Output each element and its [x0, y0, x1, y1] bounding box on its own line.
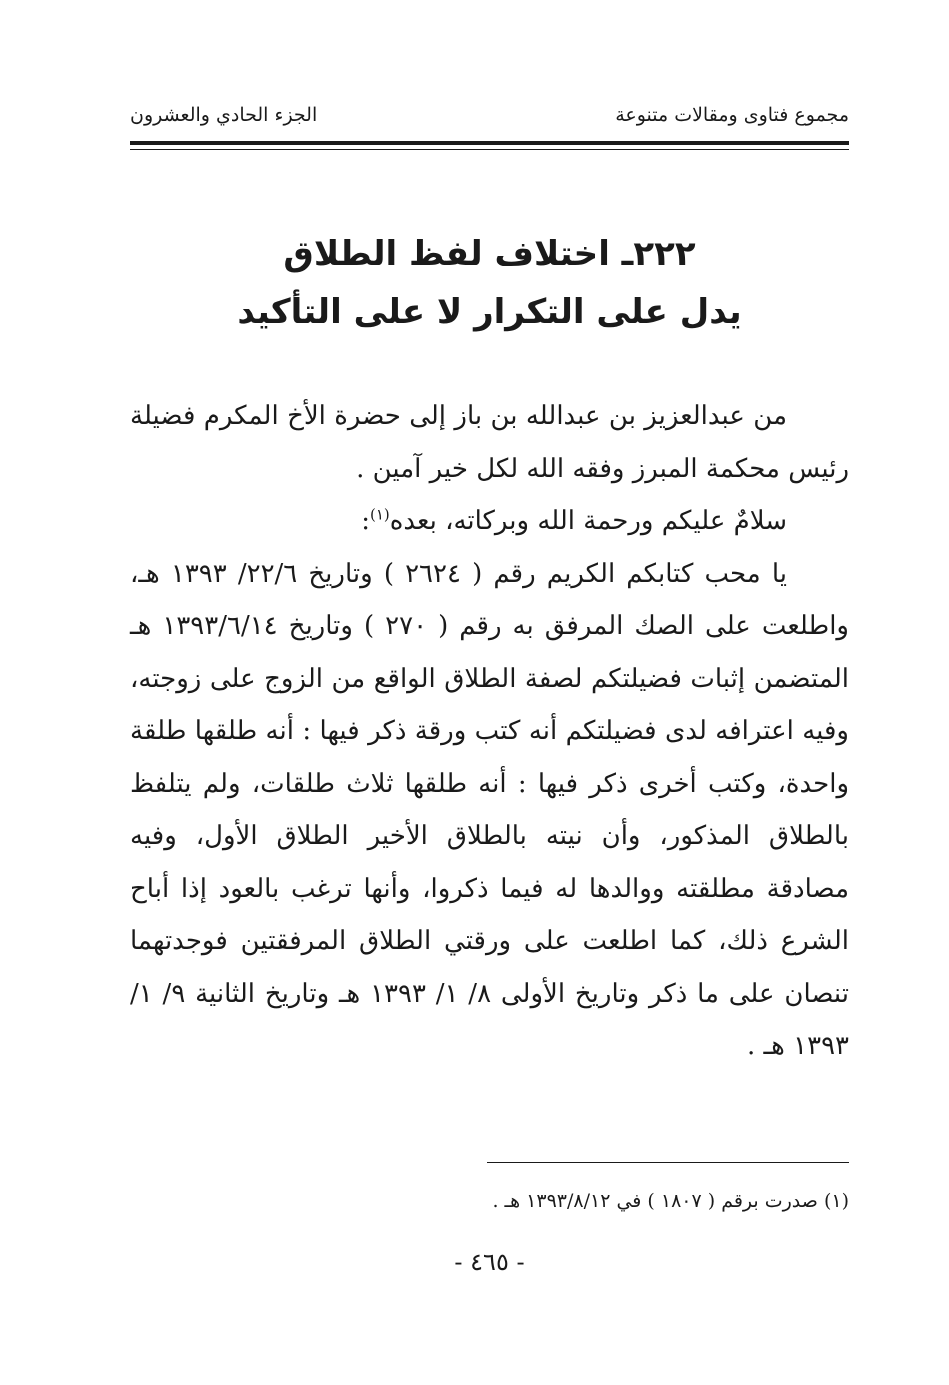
paragraph-greeting — [130, 495, 849, 548]
paragraph-salutation: من عبدالعزيز بن عبدالله بن باز إلى حضرة الأخ المكرم فضيلة رئيس محكمة المبرز وفقه الله لكل خير آمين . — [130, 401, 849, 484]
paragraph-main: يا محب كتابكم الكريم رقم ( ٢٦٢٤ ) وتاريخ ٢٢/٦/ ١٣٩٣ هـ، واطلعت على الصك المرفق به رقم ( ٢٧٠ ) وتاريخ ١٣٩٣/٦/١٤ هـ المتضمن إثبات فضيلتكم لصفة الطلاق الواقع من الزوج على زوجته، وفيه اعترافه لدى فضيلتكم أنه كتب ورقة ذكر فيها : أنه طلقها طلقة واحدة، وكتب أخرى ذكر فيها : أنه طلقها ثلاث طلقات، ولم يتلفظ بالطلاق المذكور، وأن نيته بالطلاق الأخير الطلاق الأول، وفيه مصادقة مطلقته ووالدها له فيما ذكروا، وأنها ترغب بالعود إذا أباح الشرع ذلك، كما اطلعت على ورقتي الطلاق المرفقتين فوجدتهما تنصان على ما ذكر وتاريخ الأولى ٨/ ١/ ١٣٩٣ هـ وتاريخ الثانية ٩/ ١/ ١٣٩٣ هـ . — [130, 558, 849, 1061]
book-title: مجموع فتاوى ومقالات متنوعة — [615, 104, 849, 126]
greeting-colon: : — [361, 506, 370, 536]
page-header — [130, 100, 849, 136]
article-body — [130, 390, 849, 1073]
title-line-2: يدل على التكرار لا على التأكيد — [237, 292, 742, 332]
volume-label: الجزء الحادي والعشرون — [130, 104, 318, 126]
title-line-1: ٢٢٢ـ اختلاف لفظ الطلاق — [283, 234, 696, 274]
header-rule-thick — [130, 141, 849, 145]
header-rule-thin — [130, 149, 849, 150]
footnote: (١) صدرت برقم ( ١٨٠٧ ) في ١٣٩٣/٨/١٢ هـ . — [492, 1190, 849, 1212]
footnote-divider — [487, 1162, 849, 1163]
page-number: - ٤٦٥ - — [454, 1248, 525, 1276]
greeting-text: سلامٌ عليكم ورحمة الله وبركاته، بعده — [389, 506, 787, 536]
article-title — [130, 225, 849, 341]
footnote-ref: (١) — [369, 505, 390, 524]
